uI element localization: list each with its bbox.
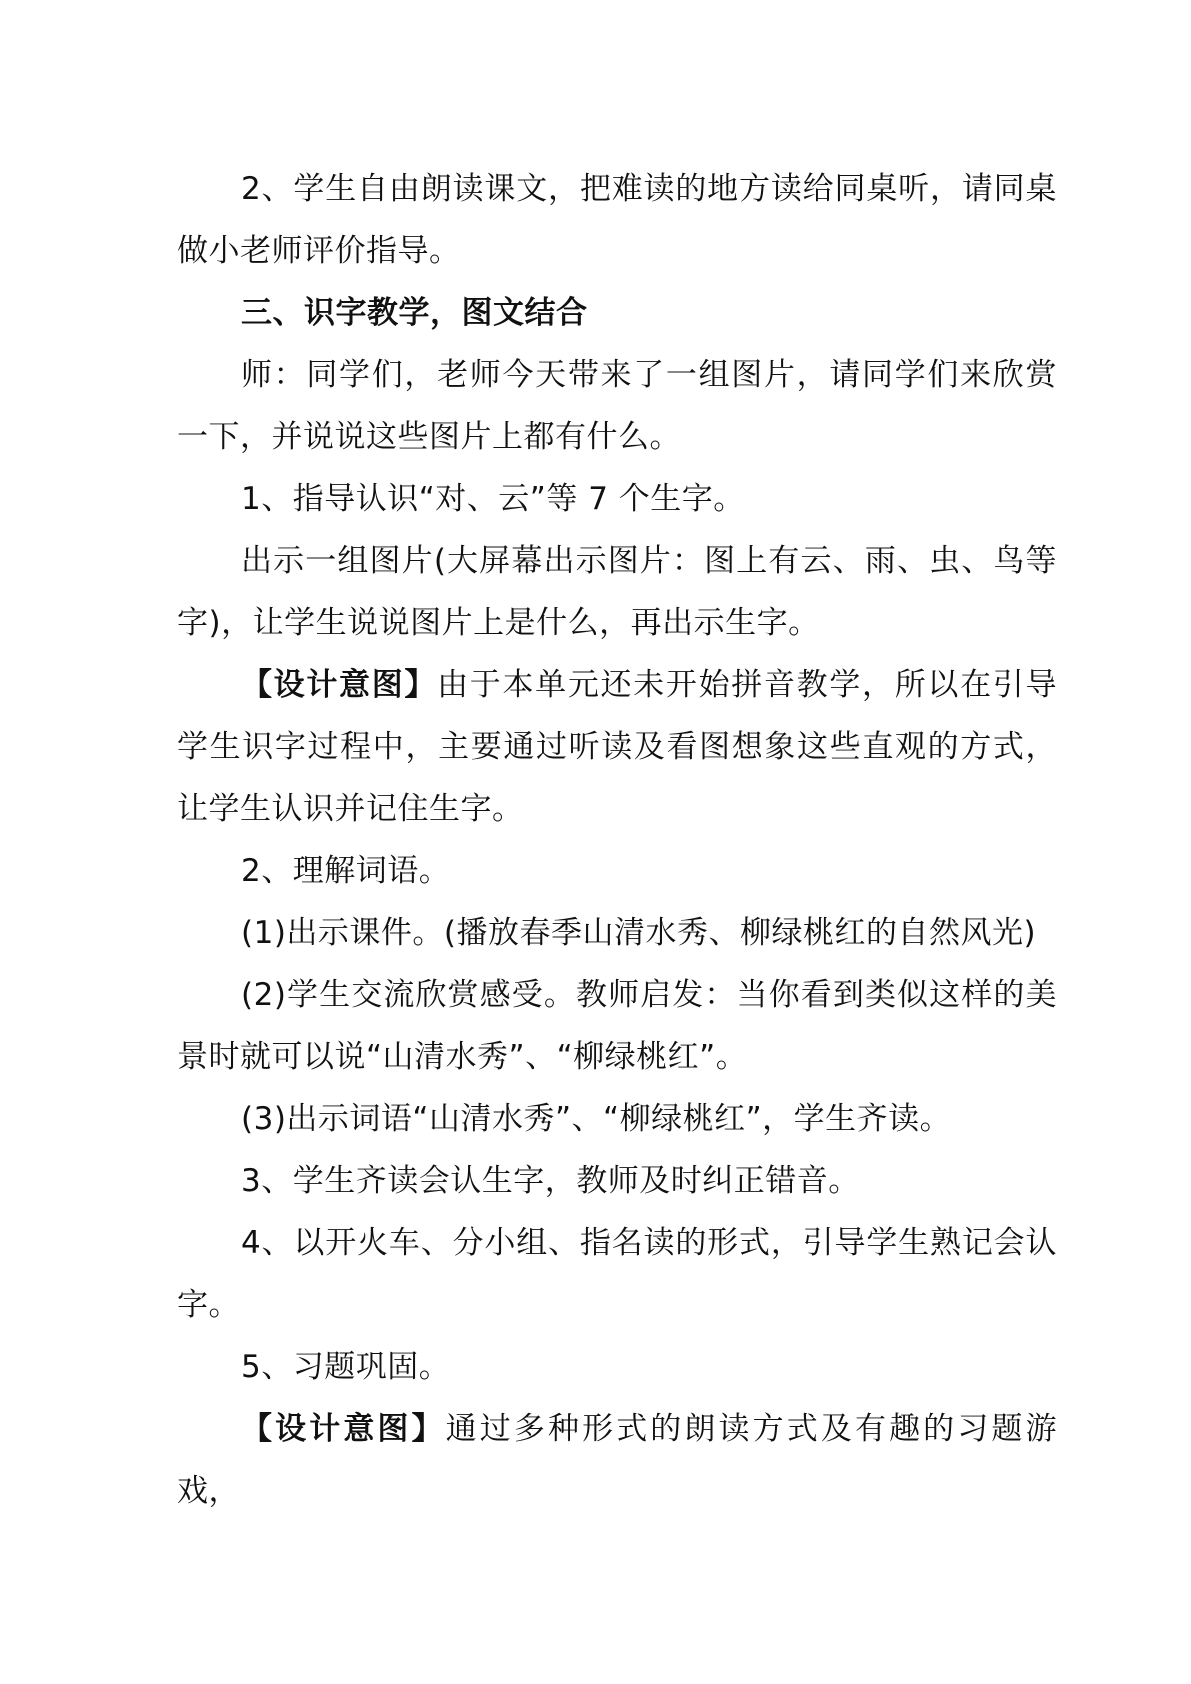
design-intent-paragraph	[177, 1398, 1057, 1522]
design-intent-paragraph	[177, 654, 1057, 840]
paragraph-text: 1、指导认识“对、云”等 7 个生字。	[241, 481, 745, 517]
design-intent-label: 【设计意图】	[241, 1411, 446, 1447]
paragraph-text: 2、理解词语。	[241, 853, 451, 889]
paragraph	[177, 1336, 1057, 1398]
paragraph-text: 通过多种形式的朗读方式及有趣的习题游戏，	[177, 1411, 1058, 1509]
paragraph-text: 3、学生齐读会认生字，教师及时纠正错音。	[241, 1163, 860, 1199]
paragraph	[177, 344, 1057, 468]
section-heading-text: 三、识字教学，图文结合	[241, 295, 588, 331]
paragraph-text: 师：同学们，老师今天带来了一组图片，请同学们来欣赏一下，并说说这些图片上都有什么。	[177, 357, 1057, 455]
paragraph	[177, 840, 1057, 902]
section-heading	[177, 282, 1057, 344]
paragraph-text: 出示一组图片(大屏幕出示图片：图上有云、雨、虫、鸟等字)，让学生说说图片上是什么，再出示生字。	[177, 543, 1057, 641]
paragraph	[177, 964, 1057, 1088]
paragraph	[177, 158, 1057, 282]
paragraph-text: 2、学生自由朗读课文，把难读的地方读给同桌听，请同桌做小老师评价指导。	[177, 171, 1057, 269]
paragraph	[177, 468, 1057, 530]
paragraph	[177, 530, 1057, 654]
paragraph-text: 4、以开火车、分小组、指名读的形式，引导学生熟记会认字。	[177, 1225, 1057, 1323]
paragraph-text: (2)学生交流欣赏感受。教师启发：当你看到类似这样的美景时就可以说“山清水秀”、“柳绿桃红”。	[177, 977, 1057, 1075]
paragraph-text: 5、习题巩固。	[241, 1349, 451, 1385]
paragraph	[177, 1212, 1057, 1336]
paragraph-text: (3)出示词语“山清水秀”、“柳绿桃红”，学生齐读。	[241, 1101, 952, 1137]
paragraph	[177, 1088, 1057, 1150]
paragraph	[177, 1150, 1057, 1212]
paragraph	[177, 902, 1057, 964]
paragraph-text: (1)出示课件。(播放春季山清水秀、柳绿桃红的自然风光)	[241, 915, 1037, 951]
design-intent-label: 【设计意图】	[241, 667, 438, 703]
paragraph-text: 由于本单元还未开始拼音教学，所以在引导学生识字过程中，主要通过听读及看图想象这些直观的方式，让学生认识并记住生字。	[177, 667, 1057, 827]
document-body	[177, 158, 1057, 1522]
